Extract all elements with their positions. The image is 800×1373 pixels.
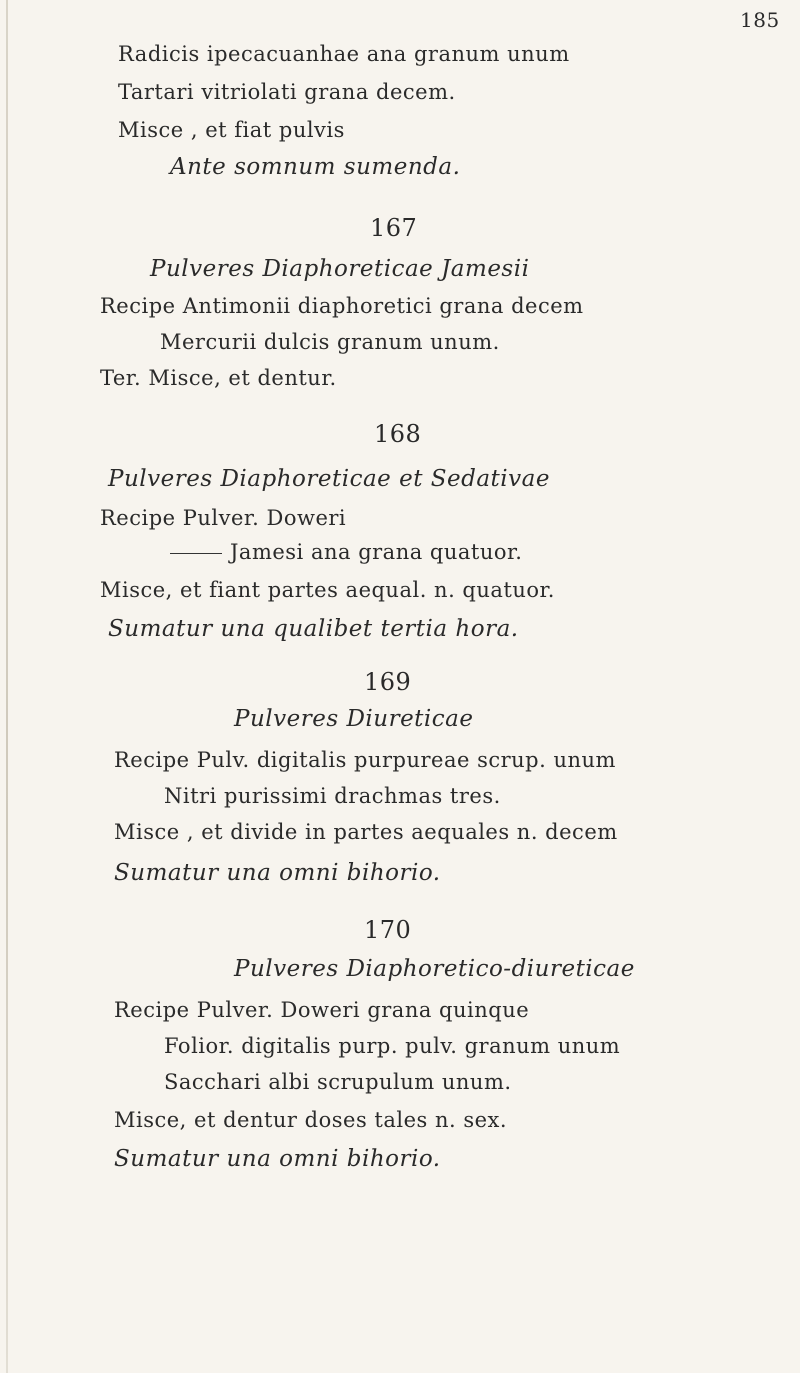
text-line: Ter. Misce, et dentur. [100, 366, 337, 390]
recipe-number: 169 [364, 668, 412, 696]
text-line [170, 540, 522, 564]
recipe-title: Pulveres Diaphoreticae Jamesii [150, 256, 530, 282]
text-line: Recipe Antimonii diaphoretici grana decem [100, 294, 584, 318]
text-line: Recipe Pulver. Doweri grana quinque [114, 998, 530, 1022]
text-line: Misce , et fiat pulvis [118, 118, 345, 142]
text-line: Misce, et fiant partes aequal. n. quatuor. [100, 578, 555, 602]
text-line: Folior. digitalis purp. pulv. granum unum [164, 1034, 621, 1058]
instruction-line: Sumatur una omni bihorio. [114, 1146, 441, 1172]
text-line: Sacchari albi scrupulum unum. [164, 1070, 512, 1094]
text-line: Radicis ipecacuanhae ana granum unum [118, 42, 570, 66]
text-line: Recipe Pulv. digitalis purpureae scrup. unum [114, 748, 616, 772]
recipe-number: 168 [374, 420, 422, 448]
page-number: 185 [740, 8, 780, 32]
text-line: Nitri purissimi drachmas tres. [164, 784, 501, 808]
recipe-number: 170 [364, 916, 412, 944]
instruction-line: Sumatur una omni bihorio. [114, 860, 441, 886]
recipe-title: Pulveres Diaphoreticae et Sedativae [108, 466, 550, 492]
text-line: Mercurii dulcis granum unum. [160, 330, 500, 354]
page-edge [6, 0, 8, 1373]
text-line: Misce , et divide in partes aequales n. decem [114, 820, 618, 844]
recipe-number: 167 [370, 214, 418, 242]
ditto-dash [170, 553, 222, 554]
text-line: Misce, et dentur doses tales n. sex. [114, 1108, 508, 1132]
instruction-line: Ante somnum sumenda. [170, 154, 461, 180]
instruction-line: Sumatur una qualibet tertia hora. [108, 616, 519, 642]
text-line: Tartari vitriolati grana decem. [118, 80, 456, 104]
text-line: Recipe Pulver. Doweri [100, 506, 347, 530]
recipe-title: Pulveres Diureticae [234, 706, 474, 732]
ditto-text: Jamesi ana grana quatuor. [230, 540, 523, 564]
recipe-title: Pulveres Diaphoretico-diureticae [234, 956, 635, 982]
